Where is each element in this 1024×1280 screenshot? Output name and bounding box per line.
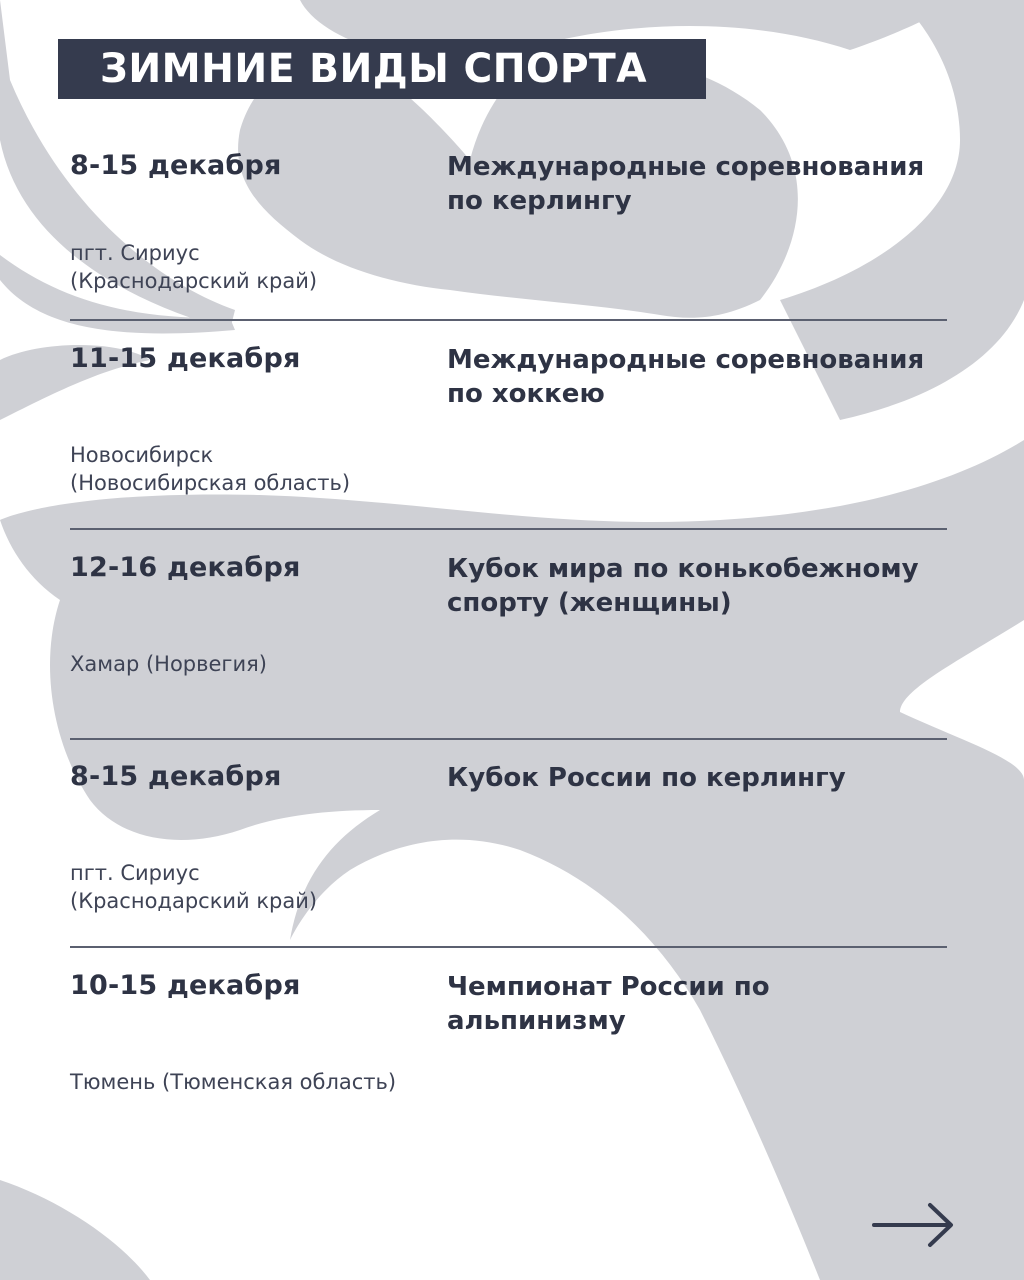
event-location-line: Новосибирск — [70, 443, 214, 467]
page-title: ЗИМНИЕ ВИДЫ СПОРТА — [100, 46, 648, 92]
event-divider — [70, 528, 947, 530]
event-name-line: Международные соревнования — [447, 345, 925, 375]
event-item — [70, 343, 950, 513]
event-name — [447, 343, 947, 411]
event-item — [70, 150, 950, 310]
event-location — [70, 1068, 490, 1096]
event-item — [70, 970, 950, 1110]
event-name — [447, 761, 947, 795]
event-name-line: спорту (женщины) — [447, 588, 732, 618]
event-name-line: Международные соревнования — [447, 152, 925, 182]
event-location-line: Тюмень (Тюменская область) — [70, 1070, 397, 1094]
event-location — [70, 859, 490, 915]
event-location-line: (Новосибирская область) — [70, 471, 351, 495]
title-banner — [58, 39, 706, 99]
event-date: 11-15 декабря — [70, 343, 301, 374]
event-location — [70, 441, 490, 497]
event-date: 8-15 декабря — [70, 150, 282, 181]
event-location-line: Хамар (Норвегия) — [70, 652, 267, 676]
event-divider — [70, 319, 947, 321]
event-location-line: пгт. Сириус — [70, 861, 200, 885]
event-name — [447, 552, 947, 620]
event-date: 10-15 декабря — [70, 970, 301, 1001]
event-divider — [70, 738, 947, 740]
event-item — [70, 552, 950, 702]
event-location-line: пгт. Сириус — [70, 241, 200, 265]
event-name-line: Чемпионат России по альпинизму — [447, 972, 770, 1036]
event-name-line: по хоккею — [447, 379, 605, 409]
event-date: 12-16 декабря — [70, 552, 301, 583]
event-divider — [70, 946, 947, 948]
event-location-line: (Краснодарский край) — [70, 889, 318, 913]
event-name-line: Кубок мира по конькобежному — [447, 554, 919, 584]
event-name-line: Кубок России по керлингу — [447, 763, 846, 793]
event-name — [447, 150, 947, 218]
event-item — [70, 761, 950, 921]
event-location — [70, 239, 490, 295]
bg-shape-bottom-left — [0, 1180, 150, 1280]
event-name-line: по керлингу — [447, 186, 632, 216]
event-location — [70, 650, 490, 678]
event-name — [447, 970, 947, 1038]
arrow-right-icon[interactable] — [872, 1200, 956, 1250]
event-location-line: (Краснодарский край) — [70, 269, 318, 293]
event-date: 8-15 декабря — [70, 761, 282, 792]
